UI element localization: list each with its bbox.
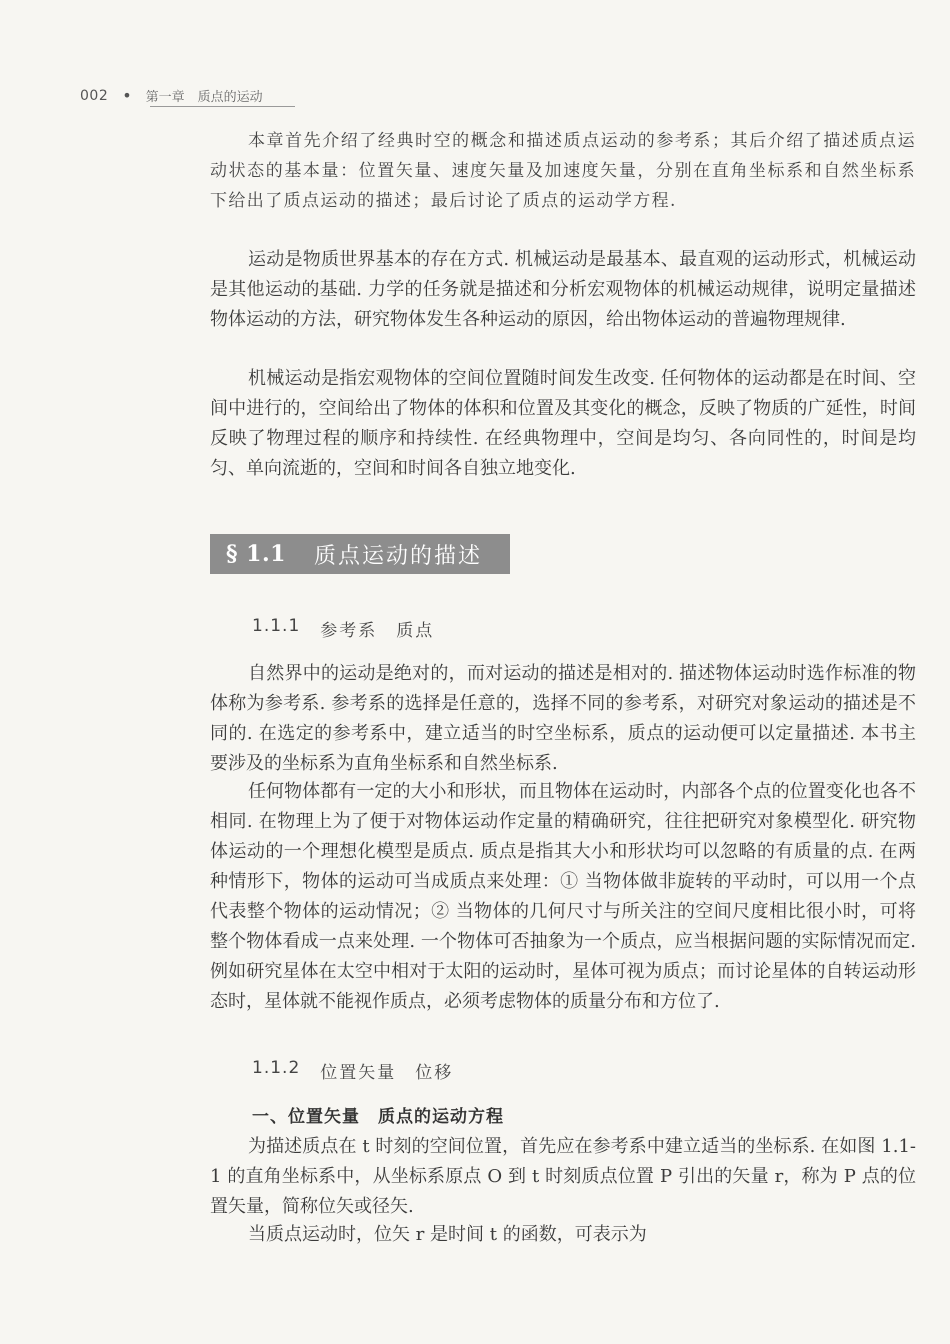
subsection-heading-1 xyxy=(252,616,434,641)
subsection-number: 1.1.1 xyxy=(252,616,301,636)
subsection-number: 1.1.2 xyxy=(252,1058,301,1078)
subsection-title: 位置矢量 位移 xyxy=(320,1063,454,1083)
subsection-title: 参考系 质点 xyxy=(320,621,435,641)
subsection-heading-2 xyxy=(252,1058,453,1083)
body-paragraph-1: 自然界中的运动是绝对的，而对运动的描述是相对的. 描述物体运动时选作标准的物体称为参考系. 参考系的选择是任意的，选择不同的参考系，对研究对象运动的描述是不同的. 在选定的参考系中，建立适当的时空坐标系，质点的运动便可以定量描述. 本书主要涉及的坐标系为直角坐标系和自然坐标系. xyxy=(210,663,916,774)
section-title: 质点运动的描述 xyxy=(313,543,482,569)
body-paragraph-4: 当质点运动时，位矢 r 是时间 t 的函数，可表示为 xyxy=(248,1224,647,1245)
topic-heading: 一、位置矢量 质点的运动方程 xyxy=(252,1107,504,1127)
header-bullet: • xyxy=(122,86,132,105)
section-heading xyxy=(210,534,510,574)
intro-paragraph-1: 运动是物质世界基本的存在方式. 机械运动是最基本、最直观的运动形式，机械运动是其他运动的基础. 力学的任务就是描述和分析宏观物体的机械运动规律，说明定量描述物体运动的方法，研究物体发生各种运动的原因，给出物体运动的普遍物理规律. xyxy=(210,249,916,330)
intro-paragraph-2: 机械运动是指宏观物体的空间位置随时间发生改变. 任何物体的运动都是在时间、空间中进行的，空间给出了物体的体积和位置及其变化的概念，反映了物质的广延性，时间反映了物理过程的顺序和持续性. 在经典物理中，空间是均匀、各向同性的，时间是均匀、单向流逝的，空间和时间各自独立地变化. xyxy=(210,368,916,479)
chapter-title: 第一章 质点的运动 xyxy=(145,90,263,105)
chapter-abstract: 本章首先介绍了经典时空的概念和描述质点运动的参考系；其后介绍了描述质点运动状态的基本量：位置矢量、速度矢量及加速度矢量，分别在直角坐标系和自然坐标系下给出了质点运动的描述；最后讨论了质点的运动学方程. xyxy=(210,131,916,211)
header-rule xyxy=(150,106,295,107)
body-paragraph-3: 为描述质点在 t 时刻的空间位置，首先应在参考系中建立适当的坐标系. 在如图 1.1-1 的直角坐标系中，从坐标系原点 O 到 t 时刻质点位置 P 引出的矢量 r，称为 P 点的位置矢量，简称位矢或径矢. xyxy=(210,1136,916,1217)
running-header xyxy=(80,86,263,105)
section-number: § 1.1 xyxy=(226,541,286,567)
body-paragraph-2: 任何物体都有一定的大小和形状，而且物体在运动时，内部各个点的位置变化也各不相同. 在物理上为了便于对物体运动作定量的精确研究，往往把研究对象模型化. 研究物体运动的一个理想化模型是质点. 质点是指其大小和形状均可以忽略的有质量的点. 在两种情形下，物体的运动可当成质点来处理：① 当物体做非旋转的平动时，可以用一个点代表整个物体的运动情况；② 当物体的几何尺寸与所关注的空间尺度相比很小时，可将整个物体看成一点来处理. 一个物体可否抽象为一个质点，应当根据问题的实际情况而定. 例如研究星体在太空中相对于太阳的运动时，星体可视为质点；而讨论星体的自转运动形态时，星体就不能视作质点，必须考虑物体的质量分布和方位了. xyxy=(210,781,916,1012)
page-number: 002 xyxy=(80,87,109,104)
